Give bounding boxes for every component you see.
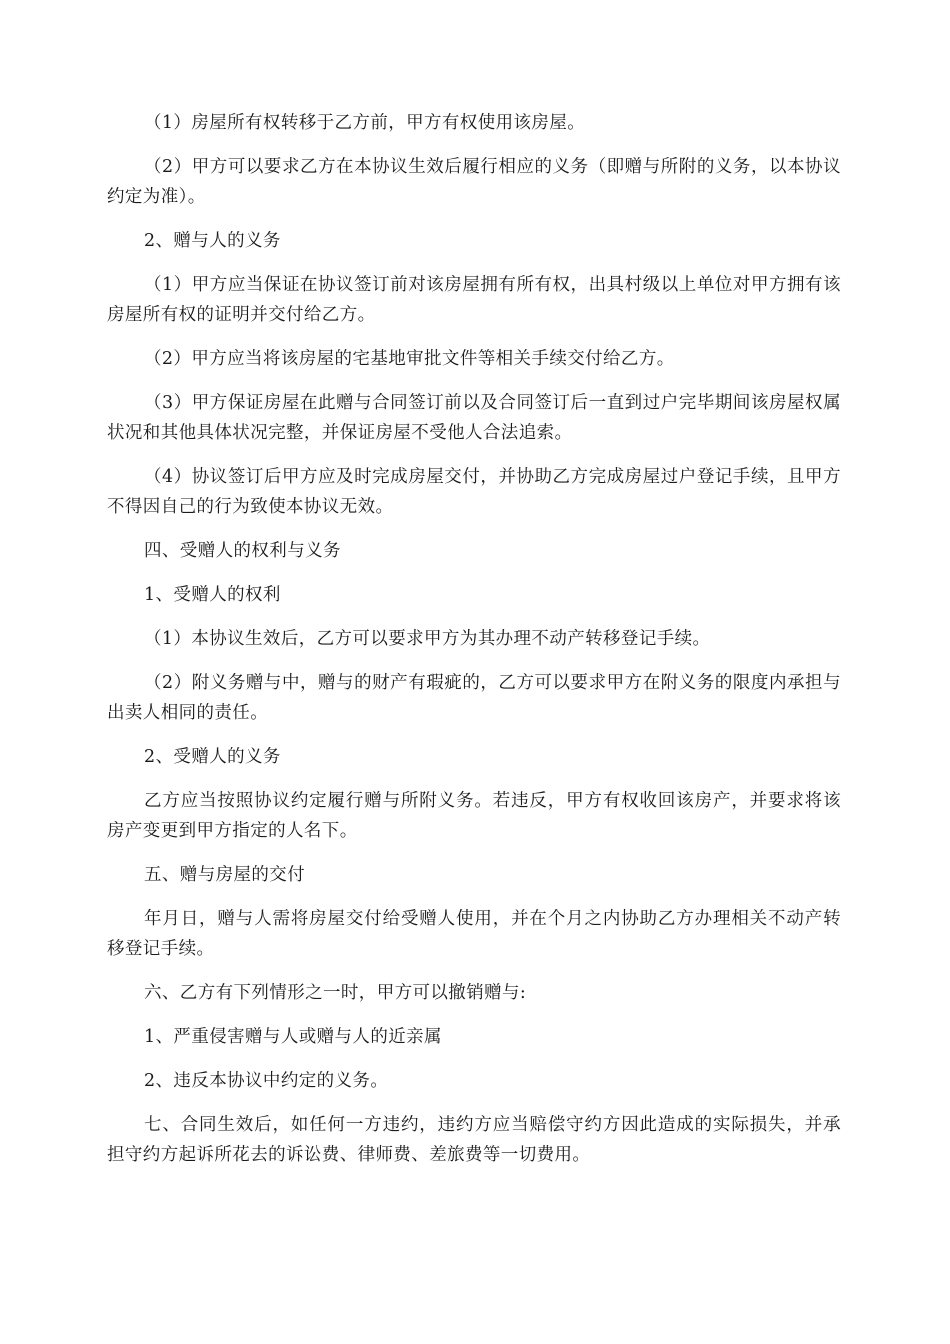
section-heading: 六、乙方有下列情形之一时，甲方可以撤销赠与: — [144, 983, 527, 1003]
paragraph: （1）房屋所有权转移于乙方前，甲方有权使用该房屋。 — [144, 113, 586, 133]
section-heading: 四、受赠人的权利与义务 — [144, 541, 341, 561]
paragraph: （4）协议签订后甲方应及时完成房屋交付，并协助乙方完成房屋过户登记手续，且甲方不得因自己的行为致使本协议无效。 — [107, 467, 841, 517]
paragraph: 乙方应当按照协议约定履行赠与所附义务。若违反，甲方有权收回该房产，并要求将该房产变更到甲方指定的人名下。 — [107, 791, 841, 841]
subsection-heading: 1、受赠人的权利 — [144, 585, 281, 605]
subsection-heading: 2、受赠人的义务 — [144, 747, 281, 767]
list-item: 1、严重侵害赠与人或赠与人的近亲属 — [144, 1027, 442, 1047]
paragraph: 2、赠与人的义务 — [144, 231, 281, 251]
paragraph: （2）甲方应当将该房屋的宅基地审批文件等相关手续交付给乙方。 — [144, 349, 675, 369]
paragraph: 年月日，赠与人需将房屋交付给受赠人使用，并在个月之内协助乙方办理相关不动产转移登记手续。 — [107, 909, 841, 959]
paragraph: （2）附义务赠与中，赠与的财产有瑕疵的，乙方可以要求甲方在附义务的限度内承担与出卖人相同的责任。 — [107, 673, 841, 723]
paragraph: （3）甲方保证房屋在此赠与合同签订前以及合同签订后一直到过户完毕期间该房屋权属状况和其他具体状况完整，并保证房屋不受他人合法追索。 — [107, 393, 841, 443]
paragraph: （1）甲方应当保证在协议签订前对该房屋拥有所有权，出具村级以上单位对甲方拥有该房屋所有权的证明并交付给乙方。 — [107, 275, 841, 325]
document-body — [107, 108, 841, 1184]
section-heading: 五、赠与房屋的交付 — [144, 865, 306, 885]
paragraph: （1）本协议生效后，乙方可以要求甲方为其办理不动产转移登记手续。 — [144, 629, 711, 649]
paragraph: （2）甲方可以要求乙方在本协议生效后履行相应的义务（即赠与所附的义务，以本协议约定为准）。 — [107, 157, 841, 207]
list-item: 2、违反本协议中约定的义务。 — [144, 1071, 389, 1091]
section-heading: 七、合同生效后，如任何一方违约，违约方应当赔偿守约方因此造成的实际损失，并承担守约方起诉所花去的诉讼费、律师费、差旅费等一切费用。 — [107, 1115, 841, 1165]
